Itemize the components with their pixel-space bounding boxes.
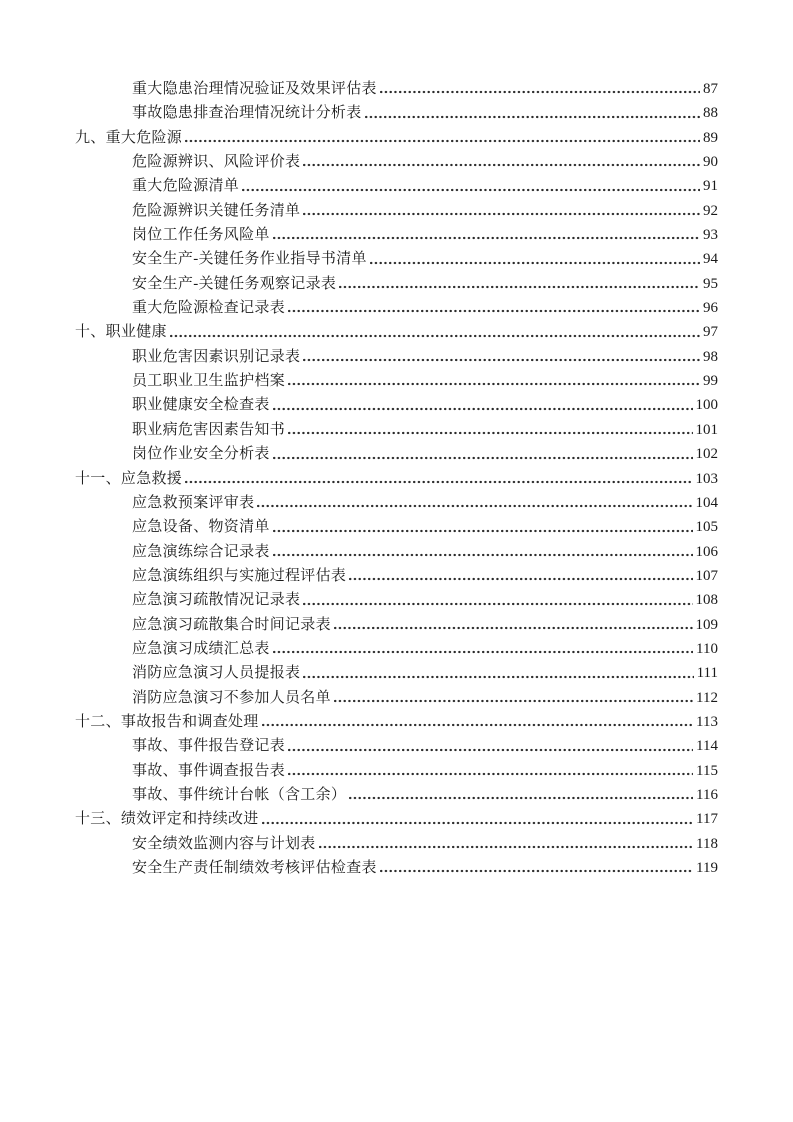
toc-entry[interactable]: [75, 613, 718, 637]
toc-entry-page-number: 107: [695, 567, 718, 584]
toc-entry-label: 岗位作业安全分析表: [132, 446, 270, 463]
toc-entry-label: 十一、应急救援: [75, 470, 183, 487]
dot-leader: [303, 358, 700, 362]
dot-leader: [185, 480, 692, 484]
toc-entry[interactable]: [75, 734, 718, 758]
toc-entry[interactable]: [75, 515, 718, 539]
toc-entry[interactable]: [75, 199, 718, 223]
toc-entry-label: 重大危险源清单: [132, 178, 240, 195]
toc-entry[interactable]: [75, 247, 718, 271]
toc-entry-label: 十、职业健康: [75, 324, 167, 341]
toc-entry-label: 危险源辨识、风险评价表: [132, 154, 301, 171]
toc-entry-page-number: 104: [695, 494, 718, 511]
dot-leader: [380, 90, 700, 94]
toc-entry-page-number: 111: [696, 665, 718, 682]
dot-leader: [303, 675, 693, 679]
toc-entry[interactable]: [75, 126, 718, 150]
toc-entry-page-number: 108: [695, 592, 718, 609]
toc-entry-page-number: 119: [696, 860, 718, 876]
toc-entry-label: 应急演习疏散集合时间记录表: [132, 616, 331, 633]
toc-entry-label: 员工职业卫生监护档案: [132, 373, 286, 390]
toc-entry[interactable]: [75, 272, 718, 296]
toc-entry-label: 十三、绩效评定和持续改进: [75, 811, 259, 828]
dot-leader: [349, 577, 692, 581]
toc-entry-label: 安全生产-关键任务观察记录表: [132, 275, 337, 292]
toc-entry-page-number: 118: [696, 835, 718, 852]
toc-entry-label: 事故隐患排查治理情况统计分析表: [132, 105, 362, 122]
toc-entry-label: 危险源辨识关键任务清单: [132, 202, 301, 219]
dot-leader: [273, 553, 693, 557]
toc-entry-page-number: 94: [703, 251, 718, 268]
toc-entry-page-number: 98: [703, 348, 718, 365]
dot-leader: [288, 748, 693, 752]
dot-leader: [380, 869, 693, 873]
dot-leader: [273, 650, 693, 654]
toc-entry-label: 事故、事件统计台帐（含工余）: [132, 786, 347, 803]
toc-entry-page-number: 89: [703, 129, 718, 146]
toc-entry-label: 十二、事故报告和调查处理: [75, 713, 259, 730]
toc-entry-page-number: 113: [696, 713, 718, 730]
toc-entry-label: 消防应急演习人员提报表: [132, 665, 301, 682]
toc-entry-page-number: 103: [695, 470, 718, 487]
toc-entry[interactable]: [75, 101, 718, 125]
dot-leader: [242, 188, 700, 192]
toc-entry-label: 应急设备、物资清单: [132, 519, 270, 536]
toc-entry-page-number: 100: [695, 397, 718, 414]
toc-entry-page-number: 88: [703, 105, 718, 122]
toc-entry[interactable]: [75, 442, 718, 466]
toc-entry[interactable]: [75, 783, 718, 807]
toc-entry-label: 应急救预案评审表: [132, 494, 255, 511]
toc-entry-page-number: 96: [703, 300, 718, 317]
toc-entry-label: 应急演练组织与实施过程评估表: [132, 567, 347, 584]
dot-leader: [349, 796, 693, 800]
toc-entry-page-number: 90: [703, 154, 718, 171]
toc-entry[interactable]: [75, 856, 718, 880]
dot-leader: [257, 504, 692, 508]
toc-entry-label: 重大隐患治理情况验证及效果评估表: [132, 81, 377, 97]
toc-entry[interactable]: [75, 564, 718, 588]
toc-entry[interactable]: [75, 661, 718, 685]
dot-leader: [303, 163, 700, 167]
toc-entry-page-number: 117: [696, 811, 718, 828]
toc-entry-page-number: 109: [695, 616, 718, 633]
toc-entry[interactable]: [75, 320, 718, 344]
toc-entry-label: 事故、事件报告登记表: [132, 738, 286, 755]
dot-leader: [288, 382, 700, 386]
dot-leader: [262, 821, 693, 825]
toc-entry-label: 安全生产-关键任务作业指导书清单: [132, 251, 367, 268]
dot-leader: [303, 212, 700, 216]
toc-entry[interactable]: [75, 150, 718, 174]
dot-leader: [170, 334, 700, 338]
toc-entry[interactable]: [75, 77, 718, 101]
toc-entry-page-number: 101: [695, 421, 718, 438]
table-of-contents: [75, 77, 718, 880]
toc-entry[interactable]: [75, 369, 718, 393]
toc-entry-page-number: 97: [703, 324, 718, 341]
toc-entry[interactable]: [75, 686, 718, 710]
dot-leader: [273, 456, 693, 460]
toc-entry-page-number: 110: [696, 640, 718, 657]
toc-entry-page-number: 116: [696, 786, 718, 803]
dot-leader: [185, 139, 700, 143]
toc-entry-label: 消防应急演习不参加人员名单: [132, 689, 331, 706]
toc-entry[interactable]: [75, 588, 718, 612]
toc-entry-label: 事故、事件调查报告表: [132, 762, 286, 779]
toc-entry[interactable]: [75, 759, 718, 783]
toc-entry[interactable]: [75, 174, 718, 198]
toc-entry-label: 安全绩效监测内容与计划表: [132, 835, 316, 852]
toc-entry-label: 岗位工作任务风险单: [132, 227, 270, 244]
toc-entry-page-number: 92: [703, 202, 718, 219]
dot-leader: [273, 407, 693, 411]
dot-leader: [273, 236, 700, 240]
toc-entry-page-number: 95: [703, 275, 718, 292]
toc-entry[interactable]: [75, 491, 718, 515]
toc-entry-page-number: 115: [696, 762, 718, 779]
dot-leader: [288, 772, 693, 776]
toc-entry-label: 重大危险源检查记录表: [132, 300, 286, 317]
dot-leader: [339, 285, 700, 289]
toc-entry-page-number: 87: [703, 81, 718, 97]
toc-entry-page-number: 93: [703, 227, 718, 244]
dot-leader: [370, 261, 700, 265]
toc-entry[interactable]: [75, 393, 718, 417]
toc-entry-page-number: 91: [703, 178, 718, 195]
toc-entry[interactable]: [75, 223, 718, 247]
toc-entry[interactable]: [75, 345, 718, 369]
dot-leader: [288, 431, 692, 435]
toc-entry-label: 安全生产责任制绩效考核评估检查表: [132, 860, 377, 876]
toc-entry[interactable]: [75, 418, 718, 442]
toc-entry-label: 职业危害因素识别记录表: [132, 348, 301, 365]
toc-entry-label: 职业病危害因素告知书: [132, 421, 286, 438]
dot-leader: [365, 115, 700, 119]
dot-leader: [334, 699, 693, 703]
toc-entry-label: 九、重大危险源: [75, 129, 183, 146]
toc-entry-page-number: 112: [696, 689, 718, 706]
dot-leader: [319, 845, 693, 849]
dot-leader: [334, 626, 693, 630]
toc-entry-label: 应急演习成绩汇总表: [132, 640, 270, 657]
toc-entry[interactable]: [75, 637, 718, 661]
toc-entry-page-number: 114: [696, 738, 718, 755]
toc-entry[interactable]: [75, 710, 718, 734]
toc-entry[interactable]: [75, 296, 718, 320]
toc-entry-label: 应急演习疏散情况记录表: [132, 592, 301, 609]
dot-leader: [303, 602, 692, 606]
toc-entry-page-number: 102: [695, 446, 718, 463]
toc-entry-page-number: 106: [695, 543, 718, 560]
toc-entry-page-number: 105: [695, 519, 718, 536]
toc-entry-label: 应急演练综合记录表: [132, 543, 270, 560]
toc-entry-page-number: 99: [703, 373, 718, 390]
dot-leader: [262, 723, 693, 727]
dot-leader: [273, 529, 693, 533]
toc-entry[interactable]: [75, 540, 718, 564]
toc-entry[interactable]: [75, 467, 718, 491]
dot-leader: [288, 309, 700, 313]
toc-entry[interactable]: [75, 832, 718, 856]
toc-entry-label: 职业健康安全检查表: [132, 397, 270, 414]
toc-entry[interactable]: [75, 807, 718, 831]
